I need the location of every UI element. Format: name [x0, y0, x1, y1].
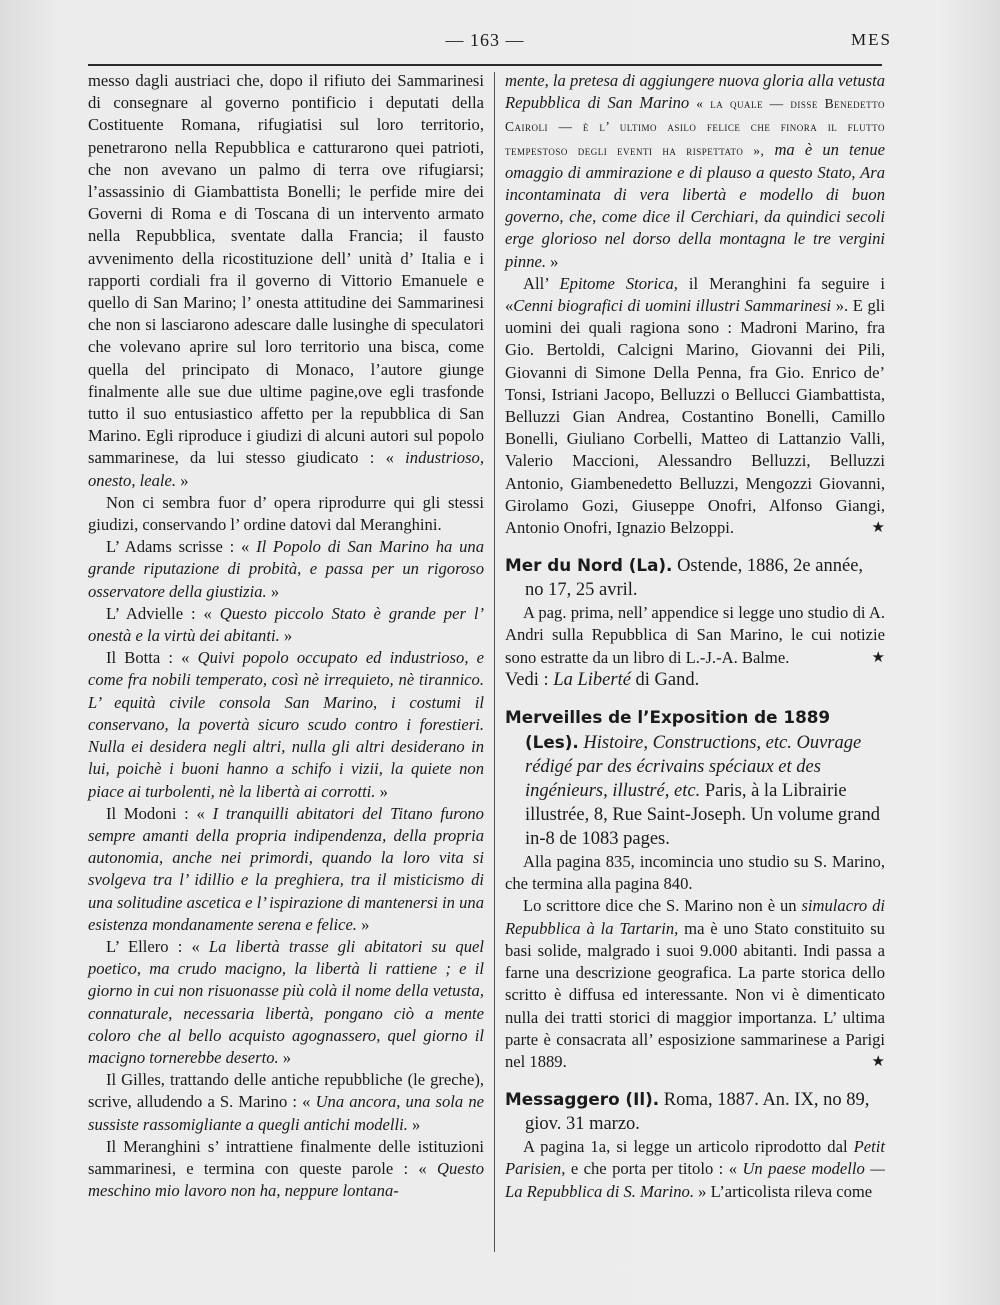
- quote-modoni: Il Modoni : « I tranquilli abitatori del Titano furono sempre amanti della propria indipendenza, della propria autonomia, anche nei primordi, quando la loro vita si svolgeva tra l’ idillio e la preghiera, tra il misticismo di una solitudine ascetica e l’ ispirazione di mantenersi in una esistenza mondanamente serena e felice. »: [88, 803, 484, 934]
- paragraph: messo dagli austriaci che, dopo il rifiuto dei Sammarinesi di consegnare al governo pontificio i deputati della Costituente Romana, rifugiatisi sul loro territorio, penetrarono nella Repubblica e catturarono quei patrioti, che non avevano un palmo di terra ove rifugiarsi; l’assassinio di Giambattista Bonelli; le perfide mire dei Governi di Roma e di Toscana di un intervento armato nella Repubblica, sventate dalla Francia; il fausto avvenimento della ricostituzione dell’ unità d’ Italia e i rapporti cordiali fra il governo di Vittorio Emanuele e quello di San Marino; l’ onesta attitudine dei Sammarinesi che non si lasciarono adescare dalle lusinghe di speculatori che volevano aprire sul loro territorio una bisca, come quella del principato di Monaco, l’autore giunge finalmente alle sue due ultime pagine,ove egli trasfonde tutto il suo entusiastico affetto per la repubblica di San Marino. Egli riproduce i giudizi di alcuni autori sul popolo sammarinese, da lui stesso giudicato : « industrioso, onesto, leale. »: [88, 71, 484, 490]
- entry-body: Alla pagina 835, incomincia uno studio su S. Marino, che termina alla pagina 840.: [505, 852, 885, 894]
- quote-adams: L’ Adams scrisse : « Il Popolo di San Marino ha una grande riputazione di probità, e passa per un rigoroso osservatore della giustizia. »: [88, 537, 484, 601]
- entry-title: Merveilles de l’Exposition de 1889 (Les).: [505, 707, 831, 753]
- entry-body: Lo scrittore dice che S. Marino non è un simulacro di Repubblica à la Tartarin, ma è uno Stato constituito su basi solide, malgrado i suoi 9.000 abitanti. Indi passa a farne una descrizione geografica. La parte storica dello scritto è diffusa ed interessante. Non vi è dimenticato nulla dei tratti storici di maggior importanza. L’ ultima parte è consacrata all’ esposizione sammarinese a Parigi nel 1889. ★: [505, 895, 885, 1073]
- star-icon: ★: [871, 1053, 885, 1070]
- page-number: — 163 —: [445, 30, 525, 50]
- star-icon: ★: [871, 520, 885, 537]
- paragraph-cenni: All’ Epitome Storica, il Meranghini fa seguire i «Cenni biografici di uomini illustri Sammarinesi ». E gli uomini dei quali ragiona sono : Madroni Marino, fra Gio. Bertoldi, Calcigni Marino, Giovanni dei Pili, Giovanni di Simone Della Penna, fra Gio. Enrico de’ Tonsi, Istriani Jacopo, Belluzzi o Bellucci Giambattista, Belluzzi Gian Andrea, Costantino Bonelli, Camillo Bonelli, Giuliano Corbelli, Matteo di Lattanzio Valli, Valerio Maccioni, Alessandro Belluzzi, Belluzzi Antonio, Giambenedetto Belluzzi, Mengozzi Giovanni, Girolamo Gozi, Giuseppe Onofri, Alfonso Giangi, Antonio Onofri, Ignazio Belzoppi. ★: [505, 273, 885, 539]
- entry-body: A pag. prima, nell’ appendice si legge uno studio di A. Andri sulla Repubblica di San Marino, le cui notizie sono estratte da un libro di L.-J.-A. Balme. ★: [505, 602, 885, 669]
- column-divider: [494, 72, 495, 1252]
- left-column: [88, 70, 484, 1202]
- paragraph-continued: mente, la pretesa di aggiungere nuova gloria alla vetusta Repubblica di San Marino « la quale — disse Benedetto Cairoli — è l’ ultimo asilo felice che finora il flutto tempestoso degli eventi ha rispettato », ma è un tenue omaggio di ammirazione e di plauso a questo Stato, Ara incontaminata di vera libertà e modello di buon governo, che, come dice il Cerchiari, da quindici secoli erge glorioso nel dorso della montagna le tre vergini pinne. »: [505, 71, 885, 271]
- entry-title: Messaggero (Il).: [505, 1089, 660, 1110]
- running-head: MES: [851, 30, 892, 49]
- entry-title: Mer du Nord (La).: [505, 555, 673, 576]
- paragraph: Non ci sembra fuor d’ opera riprodurre qui gli stessi giudizi, conservando l’ ordine datovi dal Meranghini.: [88, 492, 484, 535]
- paragraph-meranghini: Il Meranghini s’ intrattiene finalmente delle istituzioni sammarinesi, e termina con queste parole : « Questo meschino mio lavoro non ha, neppure lontana-: [88, 1136, 484, 1201]
- entry-body: A pagina 1a, si legge un articolo riprodotto dal Petit Parisien, e che porta per titolo : « Un paese modello — La Repubblica di S. Marino. » L’articolista rileva come: [505, 1137, 885, 1201]
- entry-mer-du-nord: Mer du Nord (La). Ostende, 1886, 2e année, no 17, 25 avril. A pag. prima, nell’ appendice si legge uno studio di A. Andri sulla Repubblica di San Marino, le cui notizie sono estratte da un libro di L.-J.-A. Balme. ★ Vedi : La Liberté di Gand.: [505, 555, 885, 690]
- right-column: [505, 70, 885, 1203]
- entry-messaggero: Messaggero (Il). Roma, 1887. An. IX, no 89, giov. 31 marzo. A pagina 1a, si legge un articolo riprodotto dal Petit Parisien, e che porta per titolo : « Un paese modello — La Repubblica di S. Marino. » L’articolista rileva come: [505, 1087, 885, 1203]
- header-rule: [88, 64, 882, 66]
- quote-advielle: L’ Advielle : « Questo piccolo Stato è grande per l’ onestà e la virtù dei abitanti. »: [88, 603, 484, 646]
- quote-ellero: L’ Ellero : « La libertà trasse gli abitatori su quel poetico, ma crudo macigno, la libertà li rattiene ; e il giorno in cui non risuonasse più colà il nome della vetusta, connaturale, necessaria libertà, pongano ciò a mente coloro che al bello acquisto agognassero, quel giorno il macigno tornerebbe deserto. »: [88, 936, 484, 1067]
- entry-merveilles: Merveilles de l’Exposition de 1889 (Les). Histoire, Constructions, etc. Ouvrage rédigé par des écrivains spéciaux et des ingénieurs, illustré, etc. Paris, à la Librairie illustrée, 8, Rue Saint-Joseph. Un volume grand in-8 de 1083 pages. Alla pagina 835, incomincia uno studio su S. Marino, che termina alla pagina 840. Lo scrittore dice che S. Marino non è un simulacro di Repubblica à la Tartarin, ma è uno Stato constituito su basi solide, malgrado i suoi 9.000 abitanti. Indi passa a farne una descrizione geografica. La parte storica dello scritto è diffusa ed interessante. Non vi è dimenticato nulla dei tratti storici di maggior importanza. L’ ultima parte è consacrata all’ esposizione sammarinese a Parigi nel 1889. ★: [505, 705, 885, 1073]
- page-header: [88, 24, 892, 58]
- entry-see-also: Vedi : La Liberté di Gand.: [505, 669, 700, 690]
- star-icon: ★: [871, 649, 885, 666]
- quote-gilles: Il Gilles, trattando delle antiche repubbliche (le greche), scrive, alludendo a S. Marino : « Una ancora, una sola ne sussiste rassomigliante a quegli antichi modelli. »: [88, 1070, 484, 1134]
- quote-botta: Il Botta : « Quivi popolo occupato ed industrioso, e come fra nobili temperato, così nè irrequieto, nè tirannico. L’ equità civile consola San Marino, i costumi il conservano, la povertà sicuro scudo contro i forestieri. Nulla ei desidera negli altri, nulla gli altri desiderano in lui, poichè i buoni hanno a schifo i vizii, la quiete non piace ai turbolenti, nè la libertà ai corrotti. »: [88, 648, 484, 801]
